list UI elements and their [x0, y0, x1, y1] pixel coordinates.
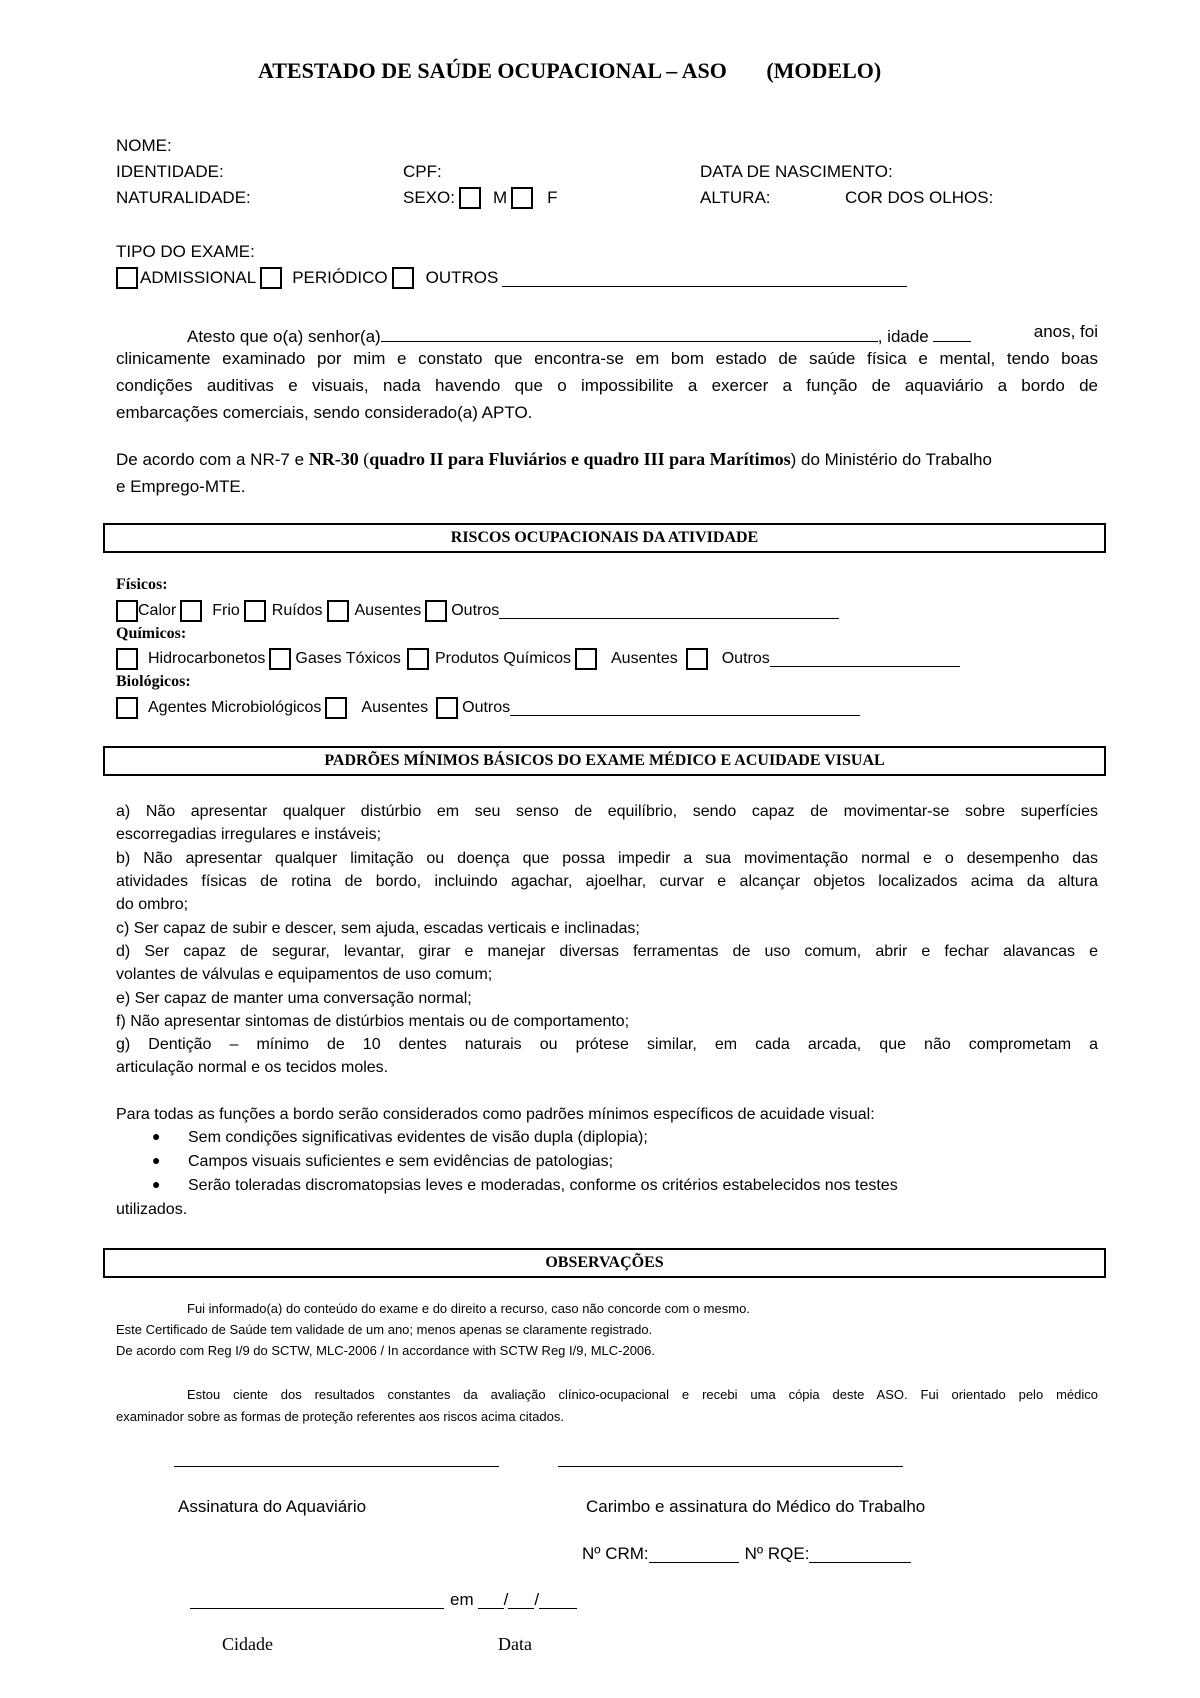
- sexo-label: SEXO:: [403, 188, 455, 207]
- fisicos-calor-checkbox[interactable]: [116, 600, 138, 622]
- quimicos-hidrocarbonetos-label: Hidrocarbonetos: [148, 650, 266, 667]
- observacoes-header: OBSERVAÇÕES: [103, 1248, 1106, 1278]
- field-cpf[interactable]: CPF:: [403, 162, 442, 181]
- date-slash: /: [503, 1590, 509, 1609]
- biologicos-options: [116, 697, 864, 719]
- fisicos-ausentes-checkbox[interactable]: [327, 600, 349, 622]
- obs-line5: examinador sobre as formas de proteção referentes aos riscos acima citados.: [116, 1409, 564, 1424]
- attest-text-c-wrap: [971, 322, 1098, 342]
- nr-line2: e Emprego-MTE.: [116, 477, 246, 496]
- quimicos-outros-blank[interactable]: [770, 652, 960, 667]
- page-title: [258, 58, 881, 84]
- attest-text-a: Atesto que o(a) senhor(a): [187, 327, 381, 346]
- visual-bullet-3-cont: utilizados.: [116, 1201, 188, 1218]
- fisicos-label: Físicos:: [116, 576, 168, 593]
- biologicos-agentes-label: Agentes Microbiológicos: [148, 699, 322, 716]
- fisicos-outros-checkbox[interactable]: [425, 600, 447, 622]
- data-label: Data: [498, 1634, 532, 1654]
- obs-line2: Este Certificado de Saúde tem validade de um ano; menos apenas se claramente registrado.: [116, 1322, 653, 1337]
- attest-name-blank[interactable]: [381, 341, 878, 342]
- nr-line1: [116, 449, 1098, 470]
- bullet-icon: ●: [152, 1154, 161, 1169]
- biologicos-label: Biológicos:: [116, 673, 191, 690]
- quimicos-gases-checkbox[interactable]: [269, 648, 291, 670]
- attest-text-c: anos, foi: [1033, 322, 1098, 341]
- quimicos-outros-checkbox[interactable]: [686, 648, 708, 670]
- quimicos-outros-label: Outros: [721, 650, 770, 667]
- fisicos-ausentes-label: Ausentes: [354, 602, 422, 619]
- nr-text-e: ) do Ministério do Trabalho: [790, 450, 992, 469]
- fisicos-outros-blank[interactable]: [499, 604, 839, 619]
- attest-line3: condições auditivas e visuais, nada havendo que o impossibilite a exercer a função de aquaviário a bordo de: [116, 376, 1098, 395]
- biologicos-agentes-checkbox[interactable]: [116, 697, 138, 719]
- nr-text-a: De acordo com a NR-7 e: [116, 450, 309, 469]
- fisicos-ruidos-checkbox[interactable]: [244, 600, 266, 622]
- quimicos-ausentes-label: Ausentes: [611, 650, 678, 667]
- visual-bullet-2: Campos visuais suficientes e sem evidências de patologias;: [188, 1153, 614, 1170]
- visual-bullet-1: Sem condições significativas evidentes de visão dupla (diplopia);: [188, 1129, 648, 1146]
- attest-line2: clinicamente examinado por mim e constato que encontra-se em bom estado de saúde física e mental, tendo boas: [116, 349, 1098, 368]
- quimicos-produtos-checkbox[interactable]: [407, 648, 429, 670]
- padrao-b-line1: b) Não apresentar qualquer limitação ou doença que possa impedir a sua movimentação normal e o desempenho das: [116, 850, 1098, 867]
- riscos-header: RISCOS OCUPACIONAIS DA ATIVIDADE: [103, 523, 1106, 553]
- exam-periodico-checkbox[interactable]: [260, 267, 282, 289]
- padrao-g-line1: g) Dentição – mínimo de 10 dentes naturais ou prótese similar, em cada arcada, que não comprometam a: [116, 1036, 1098, 1053]
- rqe-blank[interactable]: [809, 1546, 911, 1563]
- attest-line4: embarcações comerciais, sendo considerado(a) APTO.: [116, 403, 533, 422]
- fisicos-frio-checkbox[interactable]: [180, 600, 202, 622]
- biologicos-ausentes-checkbox[interactable]: [325, 697, 347, 719]
- obs-line3: De acordo com Reg I/9 do SCTW, MLC-2006 / In accordance with SCTW Reg I/9, MLC-2006.: [116, 1343, 655, 1358]
- field-cor-olhos[interactable]: COR DOS OLHOS:: [845, 188, 994, 207]
- quimicos-produtos-label: Produtos Químicos: [434, 650, 571, 667]
- signature-medico-label: Carimbo e assinatura do Médico do Trabalho: [586, 1497, 926, 1516]
- padrao-e: e) Ser capaz de manter uma conversação normal;: [116, 990, 472, 1007]
- signature-line-medico[interactable]: [558, 1466, 903, 1467]
- field-identidade[interactable]: IDENTIDADE:: [116, 162, 224, 181]
- sexo-m-label: M: [492, 188, 508, 207]
- em-label: em: [450, 1590, 474, 1609]
- padrao-d-line2: volantes de válvulas e equipamentos de uso comum;: [116, 966, 493, 983]
- obs-line4: Estou ciente dos resultados constantes da avaliação clínico-ocupacional e recebi uma cópia deste ASO. Fui orientado pelo médico: [187, 1387, 1098, 1402]
- quimicos-options: [116, 648, 964, 670]
- exam-outros-checkbox[interactable]: [392, 267, 414, 289]
- city-blank[interactable]: [190, 1592, 444, 1609]
- biologicos-outros-blank[interactable]: [510, 701, 860, 716]
- month-blank[interactable]: [508, 1592, 534, 1609]
- crm-blank[interactable]: [649, 1546, 739, 1563]
- bullet-icon: ●: [152, 1130, 161, 1145]
- nr-text-c: (: [358, 449, 370, 469]
- visual-bullet-3: Serão toleradas discromatopsias leves e moderadas, conforme os critérios estabelecidos nos testes: [188, 1177, 898, 1194]
- rqe-label: Nº RQE:: [744, 1544, 810, 1563]
- exam-admissional-label: ADMISSIONAL: [140, 268, 257, 287]
- day-blank[interactable]: [478, 1592, 504, 1609]
- fisicos-calor-label: Calor: [138, 602, 177, 619]
- signature-line-aquaviario[interactable]: [174, 1466, 499, 1467]
- title-text: ATESTADO DE SAÚDE OCUPACIONAL – ASO: [258, 58, 727, 83]
- field-sexo: [403, 187, 562, 209]
- padrao-c: c) Ser capaz de subir e descer, sem ajuda, escadas verticais e inclinadas;: [116, 920, 640, 937]
- crm-label: Nº CRM:: [582, 1544, 649, 1563]
- biologicos-outros-label: Outros: [462, 699, 511, 716]
- fisicos-options: [116, 600, 843, 622]
- padroes-header: PADRÕES MÍNIMOS BÁSICOS DO EXAME MÉDICO E ACUIDADE VISUAL: [103, 746, 1106, 776]
- padrao-b-line3: do ombro;: [116, 896, 189, 913]
- attest-age-blank[interactable]: [933, 341, 971, 342]
- fisicos-outros-label: Outros: [451, 602, 500, 619]
- field-data-nascimento[interactable]: DATA DE NASCIMENTO:: [700, 162, 893, 181]
- sexo-f-label: F: [547, 188, 558, 207]
- quimicos-label: Químicos:: [116, 625, 187, 642]
- quimicos-gases-label: Gases Tóxicos: [295, 650, 401, 667]
- padrao-a-line2: escorregadias irregulares e instáveis;: [116, 826, 382, 843]
- date-slash: /: [534, 1590, 540, 1609]
- exam-type-options: [116, 267, 911, 289]
- crm-rqe-row: [582, 1544, 915, 1564]
- year-blank[interactable]: [539, 1592, 577, 1609]
- title-suffix: (MODELO): [766, 58, 882, 83]
- biologicos-outros-checkbox[interactable]: [436, 697, 458, 719]
- quimicos-ausentes-checkbox[interactable]: [575, 648, 597, 670]
- bullet-icon: ●: [152, 1178, 161, 1193]
- quimicos-hidrocarbonetos-checkbox[interactable]: [116, 648, 138, 670]
- obs-line1: Fui informado(a) do conteúdo do exame e do direito a recurso, caso não concorde com o mesmo.: [187, 1301, 750, 1316]
- padrao-b-line2: atividades físicas de rotina de bordo, incluindo agachar, ajoelhar, curvar e alcançar objetos localizados acima da altura: [116, 873, 1098, 890]
- padrao-a-line1: a) Não apresentar qualquer distúrbio em seu senso de equilíbrio, sendo capaz de movimentar-se sobre superfícies: [116, 803, 1098, 820]
- fisicos-ruidos-label: Ruídos: [271, 602, 323, 619]
- biologicos-ausentes-label: Ausentes: [361, 699, 429, 716]
- signature-aquaviario-label: Assinatura do Aquaviário: [178, 1497, 367, 1516]
- exam-periodico-label: PERIÓDICO: [292, 268, 388, 287]
- sexo-m-checkbox[interactable]: [459, 187, 481, 209]
- fisicos-frio-label: Frio: [212, 602, 240, 619]
- padrao-f: f) Não apresentar sintomas de distúrbios mentais ou de comportamento;: [116, 1013, 630, 1030]
- nr-text-d: quadro II para Fluviários e quadro III para Marítimos: [369, 449, 791, 469]
- field-altura[interactable]: ALTURA:: [700, 188, 771, 207]
- nr-text-b: NR-30: [308, 449, 359, 469]
- attest-text-b: , idade: [877, 327, 929, 346]
- padrao-d-line1: d) Ser capaz de segurar, levantar, girar e manejar diversas ferramentas de uso comum, abrir e fechar alavancas e: [116, 943, 1098, 960]
- exam-admissional-checkbox[interactable]: [116, 267, 138, 289]
- field-naturalidade[interactable]: NATURALIDADE:: [116, 188, 251, 207]
- exam-outros-label: OUTROS: [425, 268, 499, 287]
- city-date-row: [190, 1590, 581, 1610]
- exam-outros-blank[interactable]: [502, 270, 907, 287]
- padrao-g-line2: articulação normal e os tecidos moles.: [116, 1059, 389, 1076]
- exam-type-label: TIPO DO EXAME:: [116, 242, 255, 261]
- attest-line1: [187, 322, 1098, 347]
- field-nome[interactable]: NOME:: [116, 136, 172, 155]
- sexo-f-checkbox[interactable]: [511, 187, 533, 209]
- cidade-label: Cidade: [222, 1634, 273, 1654]
- visual-intro: Para todas as funções a bordo serão considerados como padrões mínimos específicos de acuidade visual:: [116, 1106, 875, 1123]
